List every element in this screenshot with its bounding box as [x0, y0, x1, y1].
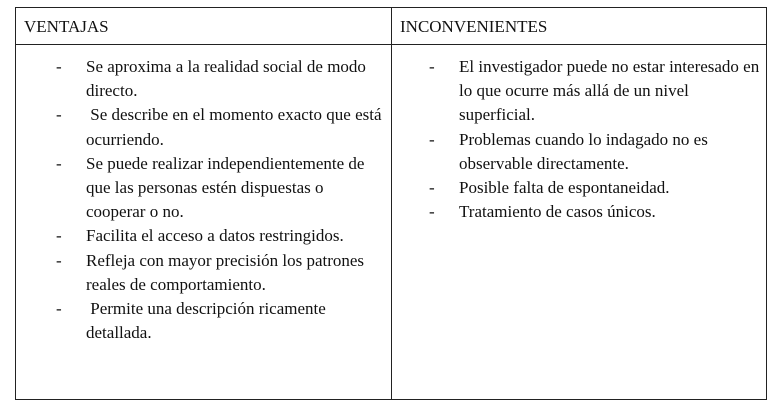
- list-item: [56, 297, 385, 345]
- dash-bullet: -: [429, 202, 435, 222]
- ventaja-text: Se describe en el momento exacto que está ocurriendo.: [86, 105, 386, 149]
- dash-bullet: -: [56, 250, 62, 270]
- dash-bullet: -: [56, 153, 62, 173]
- dash-bullet: -: [429, 178, 435, 198]
- content-row: [16, 45, 767, 400]
- list-item: [429, 55, 760, 128]
- ventaja-text: Refleja con mayor precisión los patrones reales de comportamiento.: [86, 250, 365, 294]
- inconveniente-text: El investigador puede no estar interesado en lo que ocurre más allá de un nivel superficial.: [459, 57, 760, 125]
- header-ventajas: VENTAJAS: [16, 8, 392, 45]
- list-item: [429, 128, 760, 176]
- list-item: [56, 55, 385, 103]
- list-item: [56, 224, 385, 248]
- header-inconvenientes: INCONVENIENTES: [392, 8, 767, 45]
- dash-bullet: -: [56, 226, 62, 246]
- ventaja-text: Permite una descripción ricamente detallada.: [86, 299, 331, 343]
- ventajas-list: [16, 45, 391, 345]
- ventaja-text: Se aproxima a la realidad social de modo directo.: [86, 57, 366, 101]
- inconveniente-text: Tratamiento de casos únicos.: [459, 202, 656, 222]
- list-item: [429, 200, 760, 224]
- dash-bullet: -: [56, 105, 62, 125]
- dash-bullet: -: [56, 299, 62, 319]
- dash-bullet: -: [429, 129, 435, 149]
- dash-bullet: -: [429, 57, 435, 76]
- ventaja-text: Facilita el acceso a datos restringidos.: [86, 226, 344, 246]
- list-item: [56, 152, 385, 225]
- comparison-table: [15, 7, 767, 400]
- ventaja-text: Se puede realizar independientemente de que las personas estén dispuestas o cooperar o no.: [86, 153, 365, 222]
- list-item: [429, 176, 760, 200]
- inconveniente-text: Posible falta de espontaneidad.: [459, 178, 670, 198]
- dash-bullet: -: [56, 57, 62, 76]
- list-item: [56, 103, 385, 151]
- list-item: [56, 249, 385, 297]
- inconveniente-text: Problemas cuando lo indagado no es observable directamente.: [459, 129, 708, 173]
- inconvenientes-list: [392, 45, 766, 224]
- inconvenientes-cell: [392, 45, 767, 400]
- header-row: [16, 8, 767, 45]
- ventajas-cell: [16, 45, 392, 400]
